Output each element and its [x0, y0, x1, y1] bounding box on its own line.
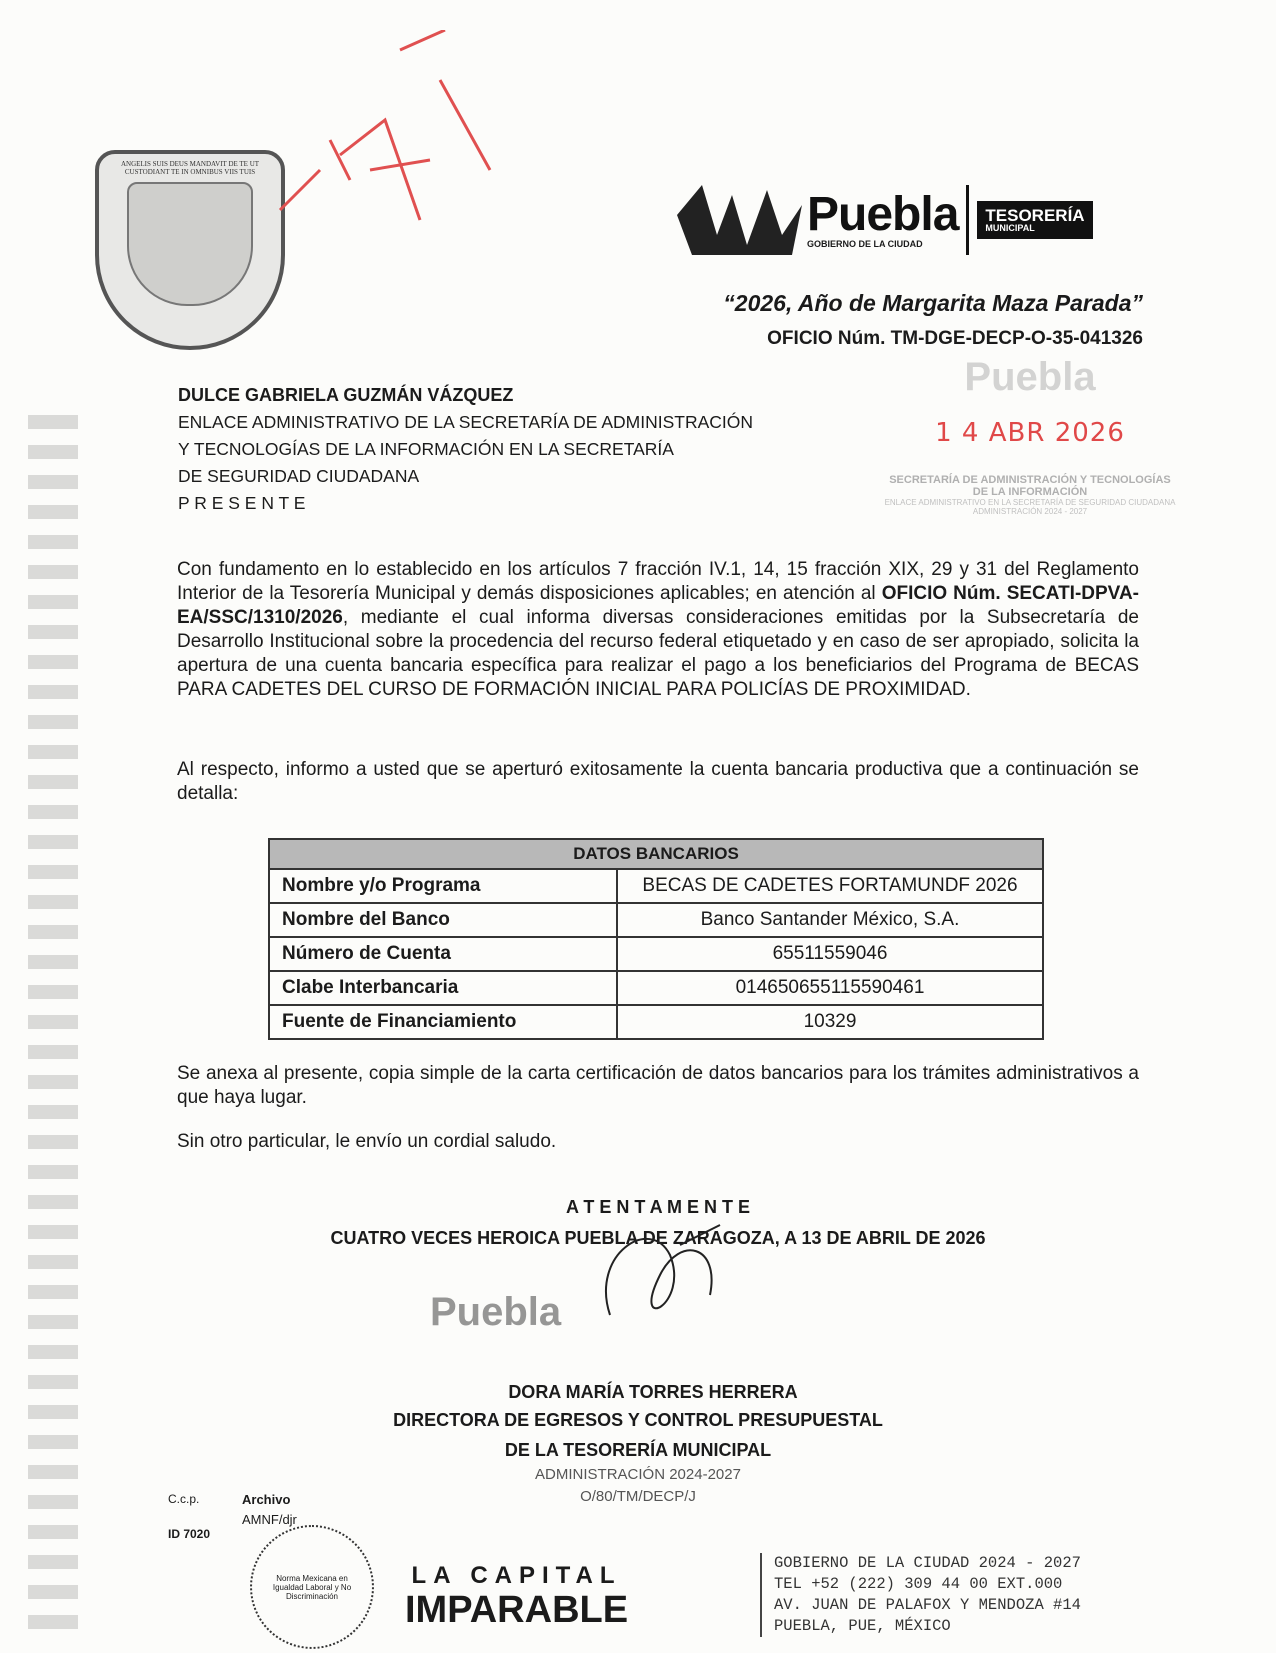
place-date: CUATRO VECES HEROICA PUEBLA DE ZARAGOZA, A 13 DE ABRIL DE 2026: [330, 1228, 986, 1248]
table-title: DATOS BANCARIOS: [269, 839, 1043, 869]
administration: ADMINISTRACIÓN 2024-2027: [535, 1466, 741, 1483]
paragraph-basis: Con fundamento en lo establecido en los artículos 7 fracción IV.1, 14, 15 fracción XIX, 29 y 31 del Reglamento Interior de la Tesorería Municipal y demás disposiciones aplicables; en atención al OFICIO Núm. SECATI-DPVA-EA/SSC/1310/2026, mediante el cual informa diversas consideraciones emitidas por la Subsecretaría de Desarrollo Institucional sobre la procedencia del recurso federal etiquetado y en caso de ser apropiado, solicita la apertura de una cuenta bancaria específica para realizar el pago a los beneficiarios del Programa de BECAS PARA CADETES DEL CURSO DE FORMACIÓN INICIAL PARA POLICÍAS DE PROXIMIDAD.: [177, 559, 1139, 700]
recipient-title-line: ENLACE ADMINISTRATIVO DE LA SECRETARÍA DE ADMINISTRACIÓN: [178, 412, 754, 432]
tesoreria-badge: TESORERÍA MUNICIPAL: [977, 201, 1092, 239]
table-row: Clabe Interbancaria 014650655115590461: [269, 971, 1043, 1005]
city-shield-logo: [95, 150, 285, 350]
atentamente: A T E N T A M E N T E: [566, 1197, 750, 1217]
footer-address: GOBIERNO DE LA CIUDAD 2024 - 2027 TEL +52 (222) 309 44 00 EXT.000 AV. JUAN DE PALAFOX Y MENDOZA #14 PUEBLA, PUE, MÉXICO: [760, 1553, 1081, 1637]
red-handwritten-mark: [270, 30, 530, 320]
table-row: Nombre del Banco Banco Santander México, S.A.: [269, 903, 1043, 937]
table-row: Fuente de Financiamiento 10329: [269, 1005, 1043, 1039]
equality-seal: Norma Mexicana en Igualdad Laboral y No Discriminación: [250, 1525, 374, 1649]
paragraph-greeting: Sin otro particular, le envío un cordial saludo.: [177, 1131, 557, 1152]
recipient-name: DULCE GABRIELA GUZMÁN VÁZQUEZ: [178, 385, 514, 405]
recipient-block: [178, 382, 753, 517]
ccp-initials: AMNF/djr: [242, 1512, 297, 1527]
logo-emblem-icon: [672, 175, 807, 265]
received-stamp: Puebla 1 4 ABR 2026 SECRETARÍA DE ADMINISTRACIÓN Y TECNOLOGÍAS DE LA INFORMACIÓN ENLACE ADMINISTRATIVO EN LA SECRETARÍA DE SEGURIDAD CIUDADANA ADMINISTRACIÓN 2024 - 2027: [850, 355, 1210, 516]
ccp-label: C.c.p.: [168, 1492, 200, 1506]
slogan-logo: LA CAPITAL IMPARABLE: [405, 1562, 629, 1631]
paragraph-annex: Se anexa al presente, copia simple de la carta certificación de datos bancarios para los trámites administrativos a que haya lugar.: [177, 1063, 1139, 1108]
tesoreria-seal: Puebla: [430, 1290, 562, 1334]
oficio-number: OFICIO Núm. TM-DGE-DECP-O-35-041326: [767, 328, 1143, 349]
presente: P R E S E N T E: [178, 493, 306, 513]
recipient-title-line: Y TECNOLOGÍAS DE LA INFORMACIÓN EN LA SECRETARÍA: [178, 439, 674, 459]
ccp-archivo: Archivo: [242, 1492, 291, 1507]
document-id: ID 7020: [168, 1527, 211, 1541]
puebla-tesoreria-logo: Puebla GOBIERNO DE LA CIUDAD TESORERÍA MUNICIPAL: [672, 175, 1093, 265]
paragraph-account-opened: Al respecto, informo a usted que se aperturó exitosamente la cuenta bancaria productiva que a continuación se detalla:: [177, 759, 1139, 804]
signer-department: DE LA TESORERÍA MUNICIPAL: [504, 1440, 772, 1460]
signer-name: DORA MARÍA TORRES HERRERA: [508, 1382, 798, 1402]
signer-title: DIRECTORA DE EGRESOS Y CONTROL PRESUPUESTAL: [393, 1410, 883, 1430]
bank-data-table: [268, 838, 1044, 1040]
reference-code: O/80/TM/DECP/J: [580, 1488, 696, 1505]
signature: [590, 1215, 730, 1345]
recipient-title-line: DE SEGURIDAD CIUDADANA: [178, 466, 420, 486]
shield-motto: ANGELIS SUIS DEUS MANDAVIT DE TE UT CUSTODIANT TE IN OMNIBUS VIIS TUIS: [120, 160, 260, 176]
received-date: 1 4 ABR 2026: [935, 418, 1125, 448]
year-motto: “2026, Año de Margarita Maza Parada”: [723, 290, 1143, 316]
table-row: Nombre y/o Programa BECAS DE CADETES FORTAMUNDF 2026: [269, 869, 1043, 903]
table-row: Número de Cuenta 65511559046: [269, 937, 1043, 971]
